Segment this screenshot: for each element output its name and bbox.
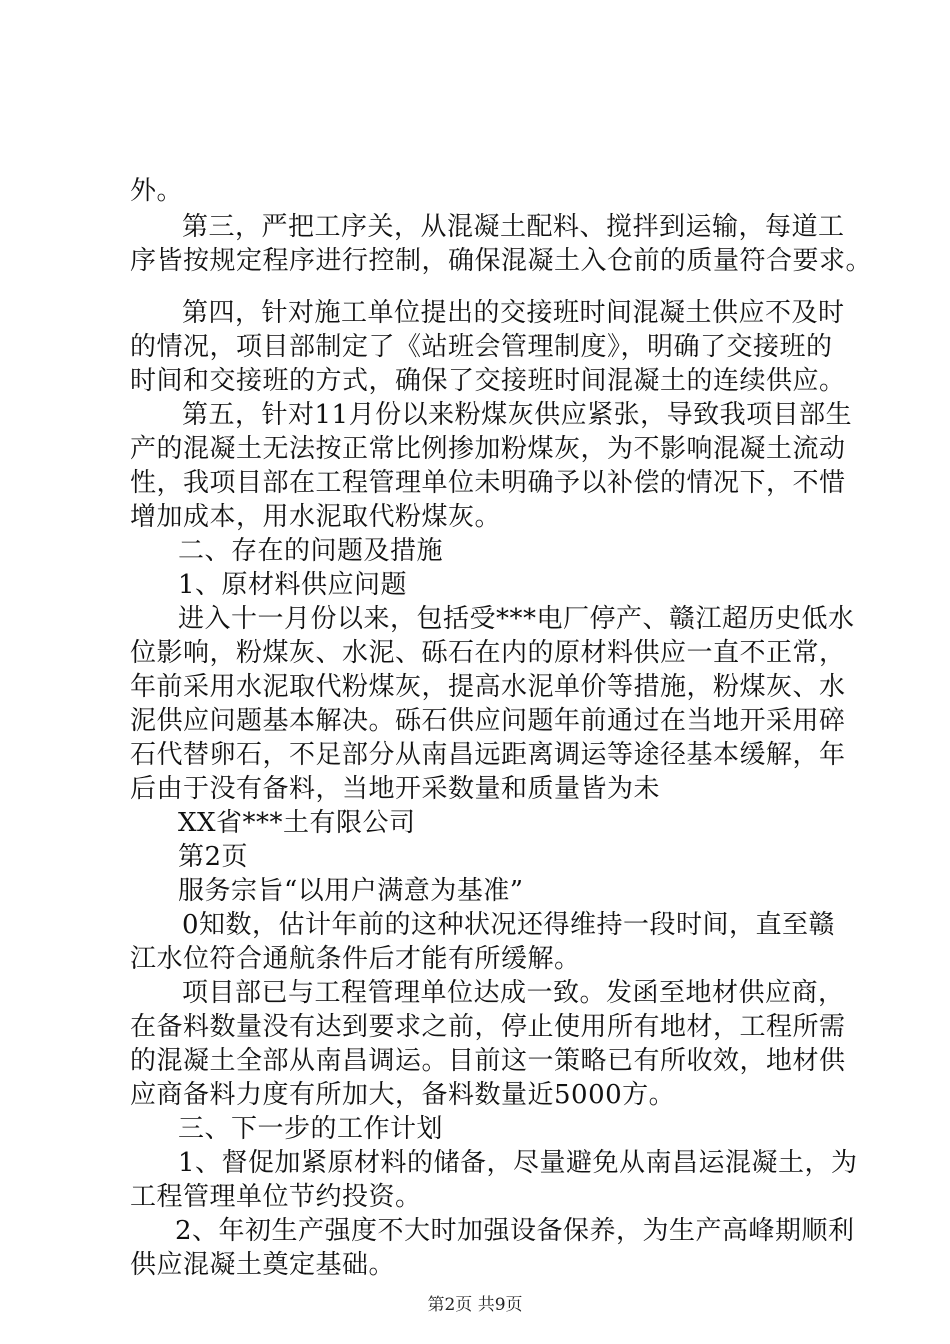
- text-line: 年前采用水泥取代粉煤灰，提高水泥单价等措施，粉煤灰、水: [130, 672, 846, 702]
- text-line: 进入十一月份以来，包括受***电厂停产、赣江超历史低水: [178, 604, 855, 634]
- text-line: 位影响，粉煤灰、水泥、砾石在内的原材料供应一直不正常，: [130, 638, 846, 668]
- text-line: 第四，针对施工单位提出的交接班时间混凝土供应不及时: [182, 298, 845, 328]
- text-line: 的混凝土全部从南昌调运。目前这一策略已有所收效，地材供: [130, 1046, 846, 1076]
- text-line: 产的混凝土无法按正常比例掺加粉煤灰，为不影响混凝土流动: [130, 434, 846, 464]
- section-heading: 三、下一步的工作计划: [178, 1114, 444, 1144]
- text-line: 第三，严把工序关，从混凝土配料、搅拌到运输，每道工: [182, 212, 845, 242]
- text-line: 后由于没有备料，当地开采数量和质量皆为未: [130, 774, 661, 804]
- page-marker: 第2页: [178, 842, 249, 872]
- text-line: 第五，针对11月份以来粉煤灰供应紧张，导致我项目部生: [182, 400, 853, 430]
- text-line: 的情况，项目部制定了《站班会管理制度》，明确了交接班的: [130, 332, 833, 362]
- text-line: 江水位符合通航条件后才能有所缓解。: [130, 944, 581, 974]
- list-item: 1、督促加紧原材料的储备，尽量避免从南昌运混凝土，为: [178, 1148, 858, 1178]
- text-line: 性，我项目部在工程管理单位未明确予以补偿的情况下，不惜: [130, 468, 846, 498]
- company-name: XX省***土有限公司: [178, 808, 416, 838]
- text-line: 0知数，估计年前的这种状况还得维持一段时间，直至赣: [182, 910, 836, 940]
- text-line: 序皆按规定程序进行控制，确保混凝土入仓前的质量符合要求。: [130, 246, 873, 276]
- text-line: 外。: [130, 176, 184, 206]
- text-line: 时间和交接班的方式，确保了交接班时间混凝土的连续供应。: [130, 366, 846, 396]
- list-item-continuation: 供应混凝土奠定基础。: [130, 1250, 396, 1280]
- text-line: 应商备料力度有所加大，备料数量近5000方。: [130, 1080, 676, 1110]
- list-item: 2、年初生产强度不大时加强设备保养，为生产高峰期顺利: [175, 1216, 855, 1246]
- service-motto: 服务宗旨“以用户满意为基准”: [178, 876, 524, 906]
- text-line: 泥供应问题基本解决。砾石供应问题年前通过在当地开采用碎: [130, 706, 846, 736]
- page-footer: 第2页 共9页: [427, 1295, 523, 1315]
- text-line: 项目部已与工程管理单位达成一致。发函至地材供应商，: [182, 978, 845, 1008]
- text-line: 石代替卵石，不足部分从南昌远距离调运等途径基本缓解，年: [130, 740, 846, 770]
- text-line: 在备料数量没有达到要求之前，停止使用所有地材，工程所需: [130, 1012, 846, 1042]
- text-line: 增加成本，用水泥取代粉煤灰。: [130, 502, 502, 532]
- section-heading: 二、存在的问题及措施: [178, 536, 444, 566]
- subsection-heading: 1、原材料供应问题: [178, 570, 408, 600]
- list-item-continuation: 工程管理单位节约投资。: [130, 1182, 422, 1212]
